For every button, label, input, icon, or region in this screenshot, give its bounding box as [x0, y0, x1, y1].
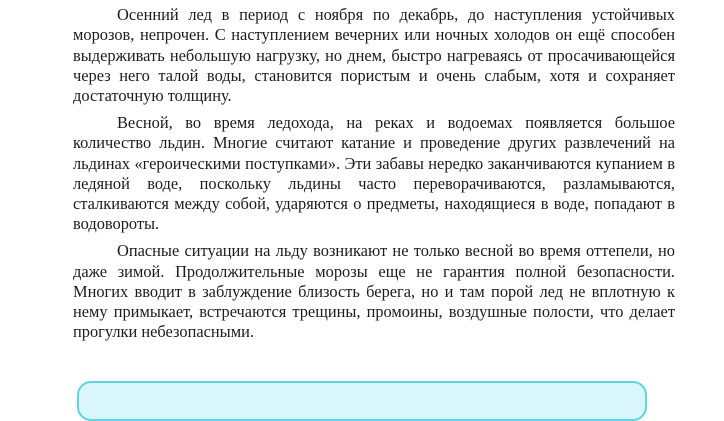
paragraph-line: но даже зимой. Продолжительные морозы еще не гарантия полной безопасности.: [73, 241, 675, 281]
paragraph-2: [73, 113, 675, 235]
callout-box: [77, 381, 647, 421]
paragraph-line: купанием в ледяной воде, поскольку льдины часто переворачиваются,: [73, 153, 675, 193]
paragraph-line: количество льдин. Многие считают катание и проведение других развлечений: [73, 133, 651, 153]
paragraph-line: от просачивающейся через него талой воды, становится пористым и очень: [73, 45, 675, 85]
paragraph-3: [73, 241, 675, 342]
paragraph-line: Опасные ситуации на льду возникают не только весной во время оттепели,: [117, 241, 653, 261]
paragraph-line: на льдинах «героическими поступками». Эти забавы нередко заканчиваются: [73, 133, 675, 173]
paragraph-line: Весной, во время ледохода, на реках и водоемах появляется большое: [117, 112, 675, 132]
paragraph-line: слабым, хотя и сохраняет достаточную толщину.: [73, 65, 675, 106]
paragraph-line: находящиеся в воде, попадают в водовороты.: [73, 194, 675, 234]
paragraph-line: Многих вводит в заблуждение близость берега, но и там порой лед не вплотную: [73, 281, 661, 301]
paragraph-line: способен выдерживать небольшую нагрузку, но днем, быстро нагреваясь: [73, 25, 675, 65]
paragraph-1: [73, 5, 675, 106]
paragraph-line: что делает прогулки небезопасными.: [73, 302, 675, 342]
body-text: [73, 5, 675, 349]
paragraph-line: к нему примыкает, встречаются трещины, промоины, воздушные полости,: [73, 281, 675, 322]
paragraph-line: морозов, непрочен. С наступлением вечерних или ночных холодов он ещё: [73, 25, 606, 45]
paragraph-line: Осенний лед в период с ноября по декабрь, до наступления устойчивых: [117, 5, 675, 24]
paragraph-line: разламываются, сталкиваются между собой, ударяются о предметы,: [73, 173, 675, 214]
